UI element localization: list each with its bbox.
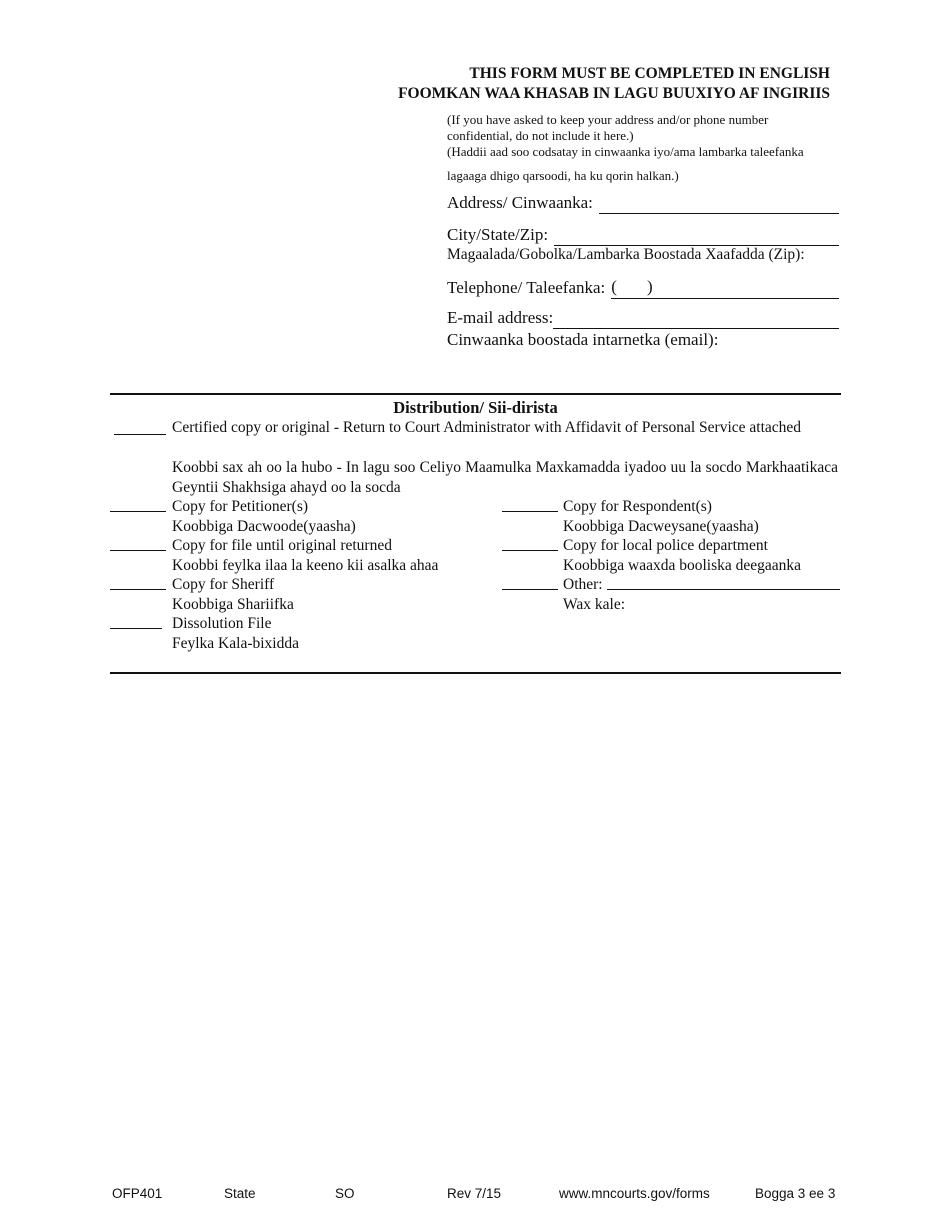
email-somali-label: Cinwaanka boostada intarnetka (email): (447, 330, 719, 349)
certified-somali: Koobbi sax ah oo la hubo - In lagu soo Celiyo Maamulka Maxkamadda iyadoo uu la socdo Markhaatikaca Geyntii Shakhsiga ahayd oo la socda (172, 459, 838, 496)
petitioner-so: Koobbiga Dacwoode(yaasha) (172, 517, 356, 535)
address-input[interactable] (599, 195, 839, 214)
dissolution-item (110, 614, 490, 653)
certified-english: Certified copy or original - Return to Court Administrator with Affidavit of Personal Service attached (172, 419, 802, 436)
respondent-so: Koobbiga Dacweysane(yaasha) (563, 517, 759, 535)
telephone-paren-open: ( (611, 277, 617, 296)
other-en: Other: (563, 576, 603, 593)
telephone-label: Telephone/ Taleefanka: (447, 278, 606, 297)
dissolution-so: Feylka Kala-bixidda (172, 634, 299, 652)
other-item (502, 575, 840, 614)
distribution-bottom-rule (110, 672, 841, 674)
petitioner-en: Copy for Petitioner(s) (172, 498, 309, 515)
city-state-zip-label: City/State/Zip: (447, 225, 549, 244)
dissolution-en: Dissolution File (172, 615, 272, 632)
file-copy-blank[interactable] (110, 536, 166, 551)
address-row (447, 192, 839, 214)
footer-state: State (224, 1186, 256, 1201)
city-state-zip-somali: Magaalada/Gobolka/Lambarka Boostada Xaafadda (Zip): (447, 246, 805, 263)
city-state-zip-input[interactable] (554, 227, 839, 246)
notice-so-line2: lagaaga dhigo qarsoodi, ha ku qorin halkan.) (447, 168, 679, 183)
telephone-input[interactable] (611, 276, 839, 299)
other-blank[interactable] (502, 575, 558, 590)
petitioner-blank[interactable] (110, 497, 166, 512)
email-row (447, 307, 839, 329)
file-copy-so: Koobbi feylka ilaa la keeno kii asalka ahaa (172, 556, 439, 574)
sheriff-en: Copy for Sheriff (172, 576, 275, 593)
footer-url: www.mncourts.gov/forms (559, 1186, 710, 1201)
footer-revision: Rev 7/15 (447, 1186, 502, 1201)
police-so: Koobbiga waaxda booliska deegaanka (563, 556, 802, 574)
header-line-english: THIS FORM MUST BE COMPLETED IN ENGLISH (469, 65, 830, 82)
telephone-row (447, 276, 839, 299)
footer-form-id: OFP401 (112, 1186, 163, 1201)
notice-en-line2: confidential, do not include it here.) (447, 128, 634, 143)
city-state-zip-row (447, 224, 839, 246)
confidential-notice (447, 112, 847, 184)
distribution-left-column (110, 497, 490, 653)
email-label: E-mail address: (447, 308, 554, 327)
sheriff-blank[interactable] (110, 575, 166, 590)
notice-so-line1: (Haddii aad soo codsatay in cinwaanka iyo/ama lambarka taleefanka (447, 144, 804, 159)
dissolution-blank[interactable] (110, 614, 162, 629)
other-so: Wax kale: (563, 595, 626, 613)
form-header (398, 64, 830, 104)
header-line-somali: FOOMKAN WAA KHASAB IN LAGU BUUXIYO AF INGIRIIS (398, 85, 830, 102)
sheriff-so: Koobbiga Shariifka (172, 595, 294, 613)
distribution-right-column (502, 497, 840, 614)
respondent-item (502, 497, 840, 536)
sheriff-item (110, 575, 490, 614)
distribution-top-rule (110, 393, 841, 395)
police-en: Copy for local police department (563, 537, 768, 554)
telephone-paren-close: ) (646, 277, 653, 296)
distribution-title: Distribution/ Sii-dirista (393, 398, 558, 417)
petitioner-item (110, 497, 490, 536)
notice-en-line1: (If you have asked to keep your address and/or phone number (447, 112, 769, 127)
police-blank[interactable] (502, 536, 558, 551)
respondent-en: Copy for Respondent(s) (563, 498, 712, 515)
other-input[interactable] (607, 575, 840, 590)
file-copy-en: Copy for file until original returned (172, 537, 392, 554)
police-item (502, 536, 840, 575)
respondent-blank[interactable] (502, 497, 558, 512)
footer-page-number: Bogga 3 ee 3 (755, 1186, 836, 1201)
certified-blank[interactable] (114, 420, 166, 441)
address-label: Address/ Cinwaanka: (447, 193, 593, 212)
file-copy-item (110, 536, 490, 575)
email-input[interactable] (553, 310, 839, 329)
footer-language: SO (335, 1186, 355, 1201)
